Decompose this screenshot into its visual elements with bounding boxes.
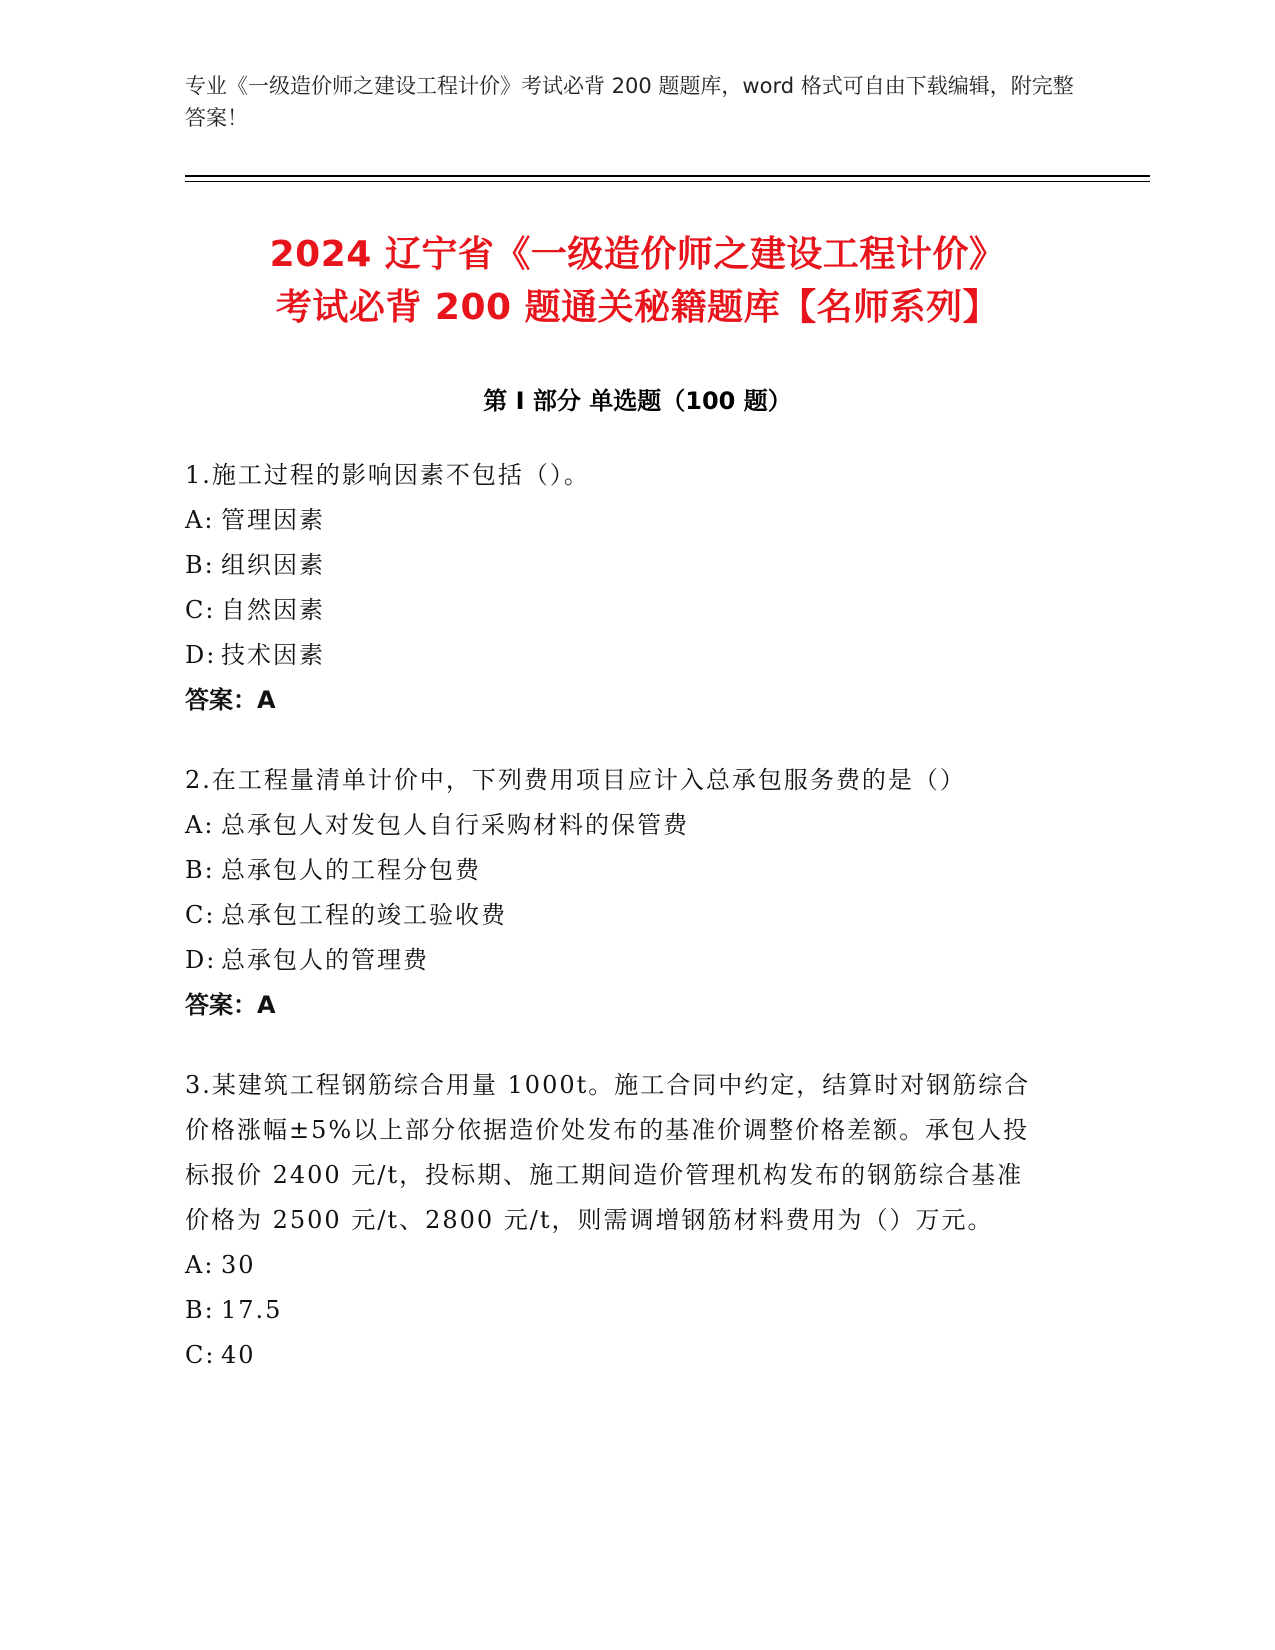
option-b bbox=[185, 848, 1085, 893]
option-text: 40 bbox=[221, 1341, 256, 1369]
option-letter: A: bbox=[185, 506, 215, 534]
title-line-2: 考试必背 200 题通关秘籍题库【名师系列】 bbox=[275, 287, 1000, 328]
option-text: 30 bbox=[221, 1251, 256, 1279]
question-1 bbox=[185, 453, 1085, 723]
option-text: 17.5 bbox=[221, 1296, 283, 1324]
question-stem: 3.某建筑工程钢筋综合用量 1000t。施工合同中约定，结算时对钢筋综合价格涨幅±5%以上部分依据造价处发布的基准价调整价格差额。承包人投标报价 2400 元/t，投标期、施工期间造价管理机构发布的钢筋综合基准价格为 2500 元/t、2800 元/t，则需调增钢筋材料费用为（）万元。 bbox=[185, 1071, 1031, 1234]
option-letter: C: bbox=[185, 596, 216, 624]
option-c bbox=[185, 588, 1085, 633]
option-letter: B: bbox=[185, 856, 215, 884]
option-letter: B: bbox=[185, 551, 215, 579]
header-rule-thin bbox=[185, 181, 1150, 182]
option-d bbox=[185, 633, 1085, 678]
answer: 答案：A bbox=[185, 686, 276, 714]
question-3 bbox=[185, 1063, 1035, 1378]
option-letter: D: bbox=[185, 946, 217, 974]
header-rule-thick bbox=[185, 175, 1150, 177]
option-a bbox=[185, 803, 1085, 848]
question-2 bbox=[185, 758, 1085, 1028]
option-letter: C: bbox=[185, 1341, 216, 1369]
answer: 答案：A bbox=[185, 991, 276, 1019]
option-letter: A: bbox=[185, 1251, 215, 1279]
option-text: 总承包人对发包人自行采购材料的保管费 bbox=[221, 811, 689, 839]
option-a bbox=[185, 498, 1085, 543]
title-line-1: 2024 辽宁省《一级造价师之建设工程计价》 bbox=[269, 234, 1006, 275]
option-d bbox=[185, 938, 1085, 983]
header-note: 专业《一级造价师之建设工程计价》考试必背 200 题题库，word 格式可自由下载编辑，附完整答案！ bbox=[185, 74, 1074, 130]
question-stem: 1.施工过程的影响因素不包括（）。 bbox=[185, 461, 590, 489]
option-text: 自然因素 bbox=[221, 596, 325, 624]
option-letter: C: bbox=[185, 901, 216, 929]
option-text: 组织因素 bbox=[221, 551, 325, 579]
option-text: 管理因素 bbox=[221, 506, 325, 534]
option-text: 总承包工程的竣工验收费 bbox=[221, 901, 507, 929]
option-text: 总承包人的管理费 bbox=[221, 946, 429, 974]
option-letter: D: bbox=[185, 641, 217, 669]
option-c bbox=[185, 1333, 1035, 1378]
option-text: 总承包人的工程分包费 bbox=[221, 856, 481, 884]
option-b bbox=[185, 1288, 1035, 1333]
option-letter: B: bbox=[185, 1296, 215, 1324]
section-heading: 第 I 部分 单选题（100 题） bbox=[483, 387, 792, 415]
option-b bbox=[185, 543, 1085, 588]
option-letter: A: bbox=[185, 811, 215, 839]
document-title bbox=[150, 228, 1125, 334]
option-text: 技术因素 bbox=[221, 641, 325, 669]
option-c bbox=[185, 893, 1085, 938]
question-stem: 2.在工程量清单计价中，下列费用项目应计入总承包服务费的是（） bbox=[185, 766, 966, 794]
option-a bbox=[185, 1243, 1035, 1288]
